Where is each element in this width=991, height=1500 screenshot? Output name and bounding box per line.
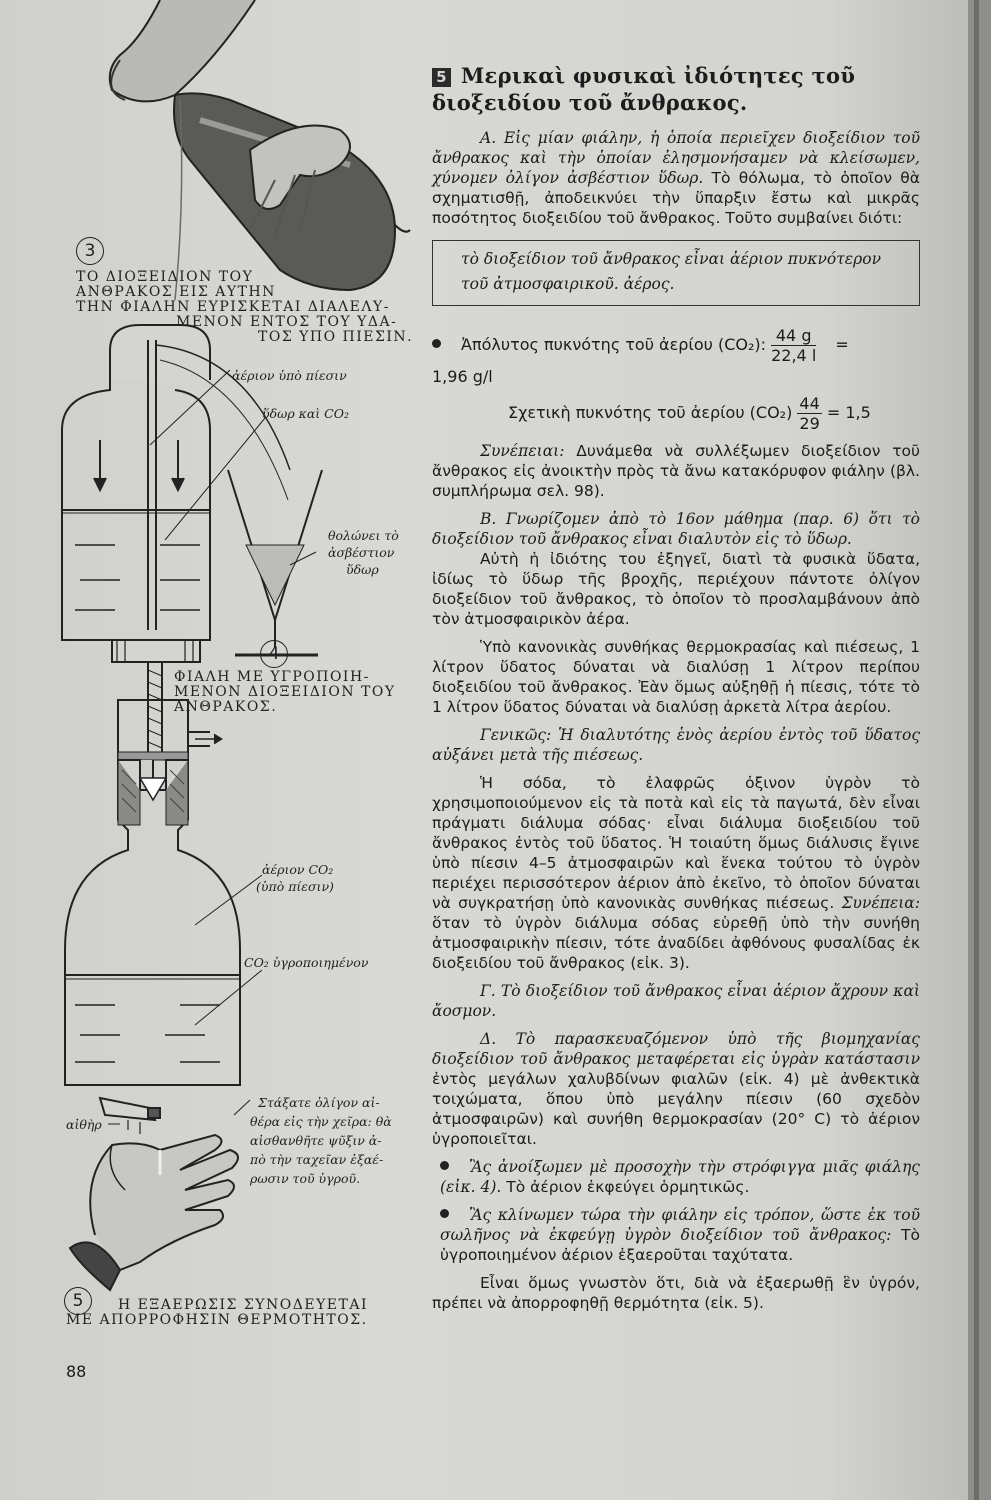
fig3-caption-line-2: ΑΝΘΡΑΚΟΣ ΕΙΣ ΑΥΤΗΝ <box>76 284 276 300</box>
bullet-2-text: Τὸ ὑγροποιημένον ἀέριον ἐξαεροῦται ταχύτατα. <box>440 1226 920 1264</box>
fig5-instruction-3: αἰσθανθῆτε ψῦξιν ἀ- <box>250 1133 382 1148</box>
section-number: 5 <box>432 68 451 87</box>
fig3-label-lime-3: ὕδωρ <box>346 562 379 577</box>
section-title: Μερικαὶ φυσικαὶ ἰδιότητες τοῦ διοξειδίου τοῦ ἄνθρακος. <box>432 63 856 115</box>
section-heading <box>432 62 920 116</box>
rel-denominator: 29 <box>799 414 820 433</box>
soda-text: Ἡ σόδα, τὸ ἐλαφρῶς ὀξινον ὑγρὸν τὸ χρησιμοποιούμενον εἰς τὰ ποτὰ καὶ εἰς τὰ παγωτά, δὲν εἶναι πράγματι διάλυμα σόδας· εἶναι διάλυμα διοξειδίου τοῦ ἄνθρακος ἐντὸς τοῦ ὕδατος. Ἡ τοιαύτη ὅμως διάλυσις ἔγινε ὑπὸ πίεσιν 4–5 ἀτμοσφαιρῶν καὶ ἕνεκα τούτου τὸ ὑγρὸν περιέχει περισσότερον ἀέριον ἀπὸ ἐκεῖνο, τὸ ὁποῖον δύναται νὰ συγκρατήσῃ ὑπὸ κανονικὰς συνθήκας πιέσεως. <box>432 774 920 912</box>
consequence-text: ὅταν τὸ ὑγρὸν διάλυμα σόδας εὑρεθῇ ὑπὸ τὴν συνήθη ἀτμοσφαιρικὴν πίεσιν, τότε ἀναδίδει ἀφθόνους φυσαλίδας ἐκ διοξειδίου τοῦ ἄνθρακος (εἰκ. 3). <box>432 914 920 972</box>
consequences-text: Δυνάμεθα νὰ συλλέξωμεν διοξείδιον τοῦ ἄνθρακος εἰς ἀνοικτὴν πρὸς τὰ ἄνω κατακόρυφον φιάλην (βλ. συμπλήρωμα σελ. 98). <box>432 442 920 500</box>
paragraph-b-2: Ὑπὸ κανονικὰς συνθήκας θερμοκρασίας καὶ πιέσεως, 1 λίτρον ὕδατος δύναται νὰ διαλύσῃ 1 λίτρον περίπου διοξειδίου τοῦ ἄνθρακος. Ἐὰν ὅμως αὐξηθῇ ἡ πίεσις, τότε τὸ 1 λίτρον ὕδατος δύναται νὰ διαλύσῃ ἀρκετὰ λίτρα ἀερίου. <box>432 638 920 716</box>
fig3-pouring-illustration <box>110 0 410 300</box>
abs-equals: = <box>835 335 849 354</box>
bullet-dot <box>432 339 441 348</box>
fig4-label-gas-1: ἀέριον CO₂ <box>262 862 334 877</box>
bullet-1-italic: Ἂς ἀνοίξωμεν μὲ προσοχὴν τὴν στρόφιγγα μιᾶς φιάλης (εἰκ. 4). <box>440 1158 920 1196</box>
fig5-instruction-4: πὸ τὴν ταχεῖαν ἐξαέ- <box>250 1152 384 1167</box>
paragraph-d-text: ἐντὸς μεγάλων χαλυβδίνων φιαλῶν (εἰκ. 4) μὲ ἀνθεκτικὰ τοιχώματα, ὅπου ὑπὸ μεγάλην πίεσιν (60 σχεδὸν ἀτμοσφαιρῶν) καὶ συνήθη θερμοκρασίαν (20° C) τὸ ἀέριον ὑγροποιεῖται. <box>432 1070 920 1148</box>
fig3-label-gas: ἀέριον ὑπὸ πίεσιν <box>232 368 347 383</box>
fig3-caption-line-1: ΤΟ ΔΙΟΞΕΙΔΙΟΝ ΤΟΥ <box>76 269 254 285</box>
fig4-label-gas-2: (ὑπὸ πίεσιν) <box>256 879 334 894</box>
paragraph-b-4 <box>432 773 920 973</box>
paragraph-b-1: Αὐτὴ ἡ ἰδιότης του ἐξηγεῖ, διατὶ τὰ φυσικὰ ὕδατα, ἰδίως τὸ ὕδωρ τῆς βροχῆς, περιέχουν πάντοτε ὀλίγον διοξείδιον τοῦ ἄνθρακος, τὸ ὁποῖον τὸ προσλαμβάνουν ἀπὸ τὸν ἀτμοσφαιρικὸν ἀέρα. <box>432 550 920 628</box>
paragraph-d <box>432 1029 920 1149</box>
page-number: 88 <box>66 1362 87 1381</box>
fig4-caption-line-3: ΑΝΘΡΑΚΟΣ. <box>174 699 278 715</box>
bullet-dot <box>440 1161 449 1170</box>
paragraph-b-italic: Β. Γνωρίζομεν ἀπὸ τὸ 16ον μάθημα (παρ. 6) ὅτι τὸ διοξείδιον τοῦ ἄνθρακος εἶναι διαλυτὸν εἰς τὸ ὕδωρ. <box>432 510 920 548</box>
rel-label: Σχετικὴ πυκνότης τοῦ ἀερίου (CO₂) <box>508 403 793 422</box>
paragraph-last: Εἶναι ὅμως γνωστὸν ὅτι, διὰ νὰ ἐξαερωθῇ ἓν ὑγρόν, πρέπει νὰ ἀπορροφηθῇ θερμότητα (εἰκ. 5). <box>432 1274 920 1312</box>
fig3-caption-line-3: ΤΗΝ ΦΙΑΛΗΝ ΕΥΡΙΣΚΕΤΑΙ ΔΙΑΛΕΛΥ- <box>76 299 390 315</box>
fig3-number: 3 <box>76 237 104 265</box>
consequence-label: Συνέπεια: <box>841 894 920 912</box>
fig3-label-water: ὕδωρ καὶ CO₂ <box>262 406 349 421</box>
rel-result: = 1,5 <box>826 403 871 422</box>
fig4-caption-line-1: ΦΙΑΛΗ ΜΕ ΥΓΡΟΠΟΙΗ- <box>174 669 370 685</box>
fig5-instruction-5: ρωσιν τοῦ ὑγροῦ. <box>250 1171 361 1186</box>
paragraph-g: Γ. Τὸ διοξείδιον τοῦ ἄνθρακος εἶναι ἀέριον ἄχρουν καὶ ἄοσμον. <box>432 982 920 1020</box>
fig3-label-lime-2: ἀσβέστιον <box>328 545 395 560</box>
bullet-dot <box>440 1209 449 1218</box>
fig5-instruction-2: θέρα εἰς τὴν χεῖρα: θὰ <box>250 1114 392 1129</box>
fig3-caption-line-4: ΜΕΝΟΝ ΕΝΤΟΣ ΤΟΥ ΥΔΑ- <box>176 314 398 330</box>
fig3-caption-line-5: ΤΟΣ ΥΠΟ ΠΙΕΣΙΝ. <box>258 329 414 345</box>
abs-result: 1,96 g/l <box>432 367 493 386</box>
paragraph-a-italic: Α. Εἰς μίαν φιάλην, ἡ ὁποία περιεῖχεν διοξείδιον τοῦ ἄνθρακος καὶ τὴν ὁποίαν ἐλησμονήσαμεν νὰ κλείσωμεν, χύνομεν ὀλίγον ἀσβέστιον ὕδωρ. <box>432 129 920 187</box>
abs-label: Ἀπόλυτος πυκνότης τοῦ ἀερίου (CO₂): <box>461 335 767 354</box>
absolute-density-formula <box>432 326 920 365</box>
fig5-number: 5 <box>64 1287 92 1315</box>
relative-density-formula <box>432 394 920 433</box>
book-binding <box>968 0 991 1500</box>
paragraph-d-italic: Δ. Τὸ παρασκευαζόμενον ὑπὸ τῆς βιομηχανίας διοξείδιον τοῦ ἄνθρακος μεταφέρεται εἰς ὑγρὰν κατάστασιν <box>432 1030 920 1068</box>
generally-label: Γενικῶς: <box>480 726 552 744</box>
fig3-label-lime-1: θολώνει τὸ <box>328 528 399 543</box>
fig5-caption-line-1: Η ΕΞΑΕΡΩΣΙΣ ΣΥΝΟΔΕΥΕΤΑΙ <box>118 1297 369 1313</box>
paragraph-a <box>432 128 920 228</box>
bullet-2 <box>432 1205 920 1265</box>
fig5-caption-line-2: ΜΕ ΑΠΟΡΡΟΦΗΣΙΝ ΘΕΡΜΟΤΗΤΟΣ. <box>66 1312 368 1328</box>
abs-fraction <box>771 326 816 365</box>
paragraph-consequences <box>432 441 920 501</box>
fig4-caption-line-2: ΜΕΝΟΝ ΔΙΟΞΕΙΔΙΟΝ ΤΟΥ <box>174 684 396 700</box>
consequences-label: Συνέπειαι: <box>480 442 565 460</box>
figures-column <box>0 0 420 1360</box>
fig4-label-liquid: CO₂ ὑγροποιημένον <box>244 955 369 970</box>
text-column <box>432 62 920 1313</box>
rel-fraction <box>797 394 821 433</box>
abs-numerator: 44 g <box>771 326 816 346</box>
bullet-1 <box>432 1157 920 1197</box>
bullet-1-text: Τὸ ἀέριον ἐκφεύγει ὁρμητικῶς. <box>501 1178 750 1196</box>
abs-denominator: 22,4 l <box>771 346 817 365</box>
fig5-instruction-1: Στάξατε ὀλίγον αἰ- <box>258 1095 380 1110</box>
paragraph-a-text: Τὸ θόλωμα, τὸ ὁποῖον θὰ σχηματισθῇ, ἀποδεικνύει τὴν ὕπαρξιν ἔστω καὶ μικρᾶς ποσότητος διοξειδίου τοῦ ἄνθρακος. Τοῦτο συμβαίνει διότι: <box>432 169 920 227</box>
fig5-label-ether: αἰθὴρ <box>66 1117 102 1132</box>
generally-text: Ἡ διαλυτότης ἑνὸς ἀερίου ἐντὸς τοῦ ὕδατος αὐξάνει μετὰ τῆς πιέσεως. <box>432 726 920 764</box>
fig4-number: 4 <box>260 640 288 668</box>
bullet-2-italic: Ἂς κλίνωμεν τώρα τὴν φιάλην εἰς τρόπον, ὥστε ἐκ τοῦ σωλῆνος νὰ ἐκφεύγῃ ὑγρὸν διοξείδιον τοῦ ἄνθρακος: <box>440 1206 920 1244</box>
paragraph-b-3 <box>432 725 920 765</box>
rel-numerator: 44 <box>799 394 820 413</box>
boxed-statement: τὸ διοξείδιον τοῦ ἄνθρακος εἶναι ἀέριον πυκνότερον τοῦ ἀτμοσφαιρικοῦ. ἀέρος. <box>432 240 920 306</box>
